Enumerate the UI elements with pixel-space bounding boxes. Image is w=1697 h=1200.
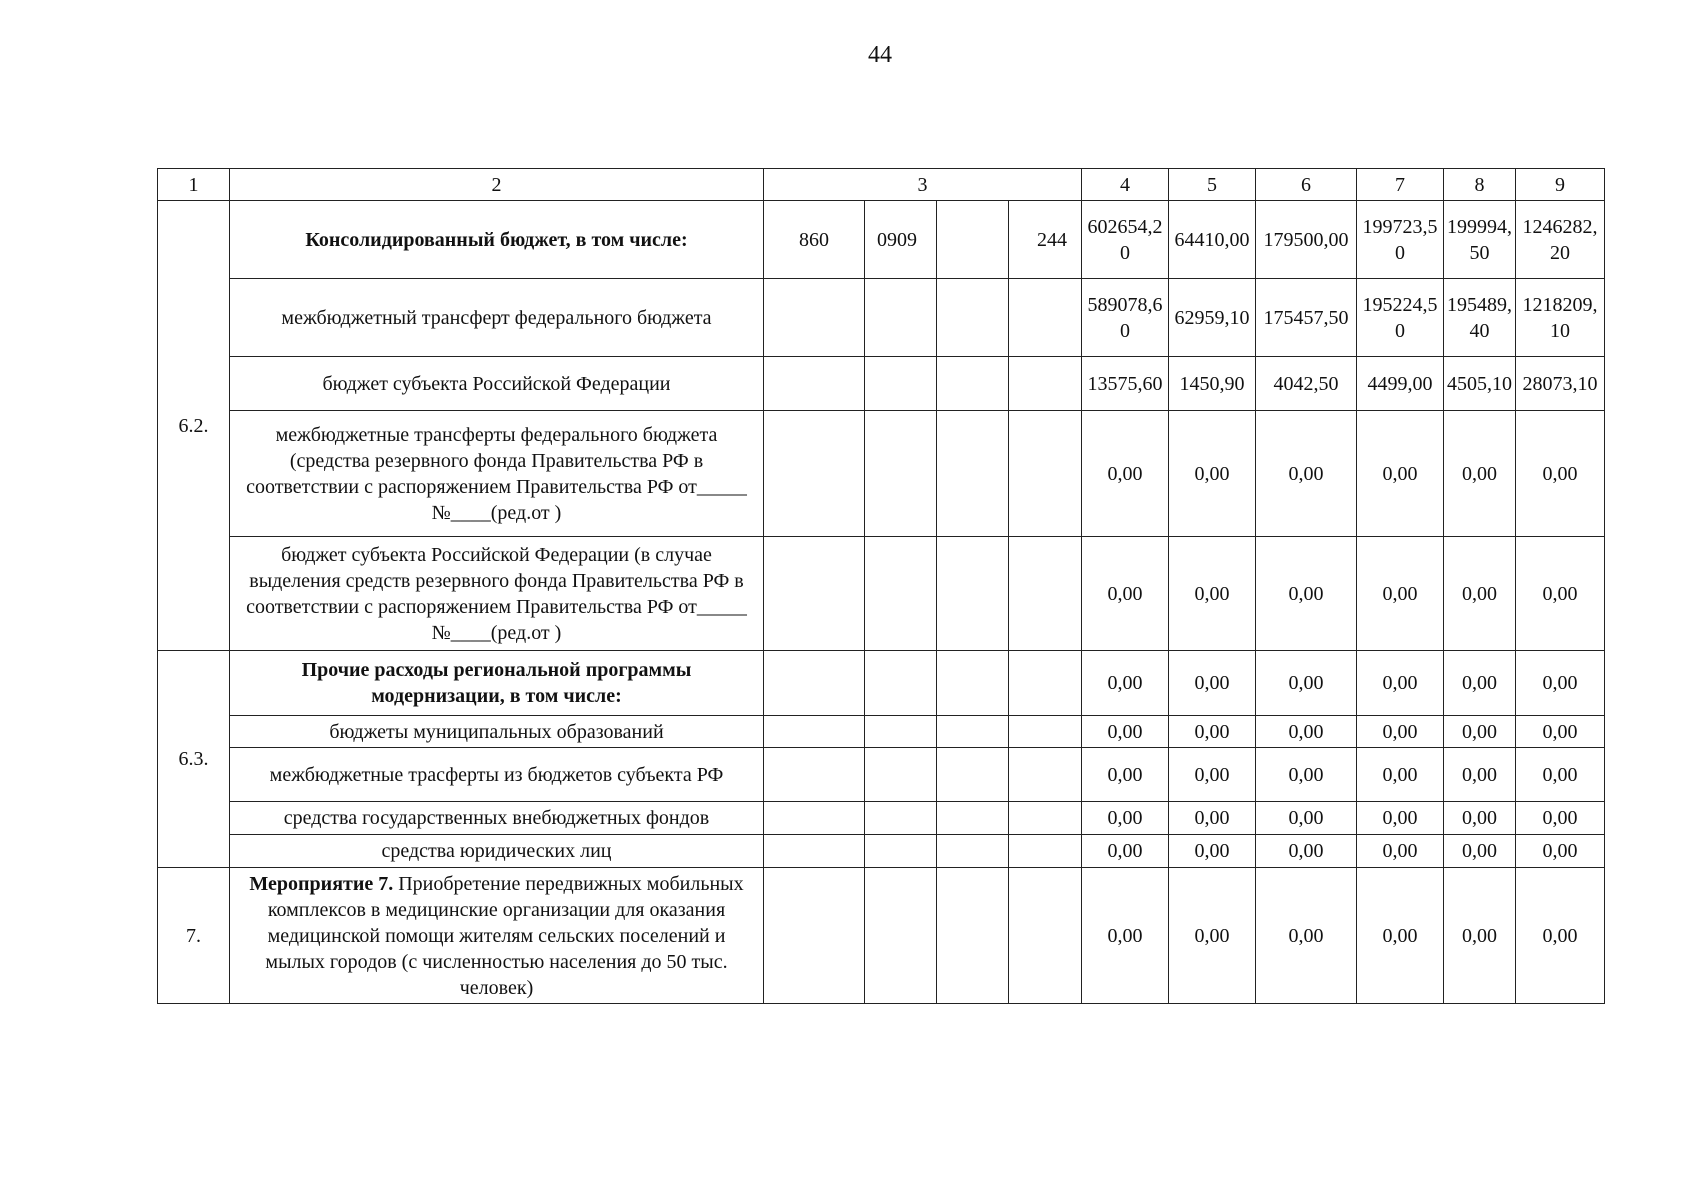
- value-cell: 0,00: [1444, 802, 1516, 835]
- value-cell: 1450,90: [1169, 357, 1256, 411]
- value-cell: 0,00: [1256, 411, 1357, 537]
- value-cell: 0,00: [1169, 748, 1256, 802]
- row-label: межбюджетные трансферты федерального бюджета (средства резервного фонда Правительства РФ в соответствии с распоряжением Правительства РФ от_____ №____(ред.от ): [230, 411, 764, 537]
- value-cell: 0,00: [1516, 651, 1605, 716]
- value-cell: 602654,20: [1082, 201, 1169, 279]
- row-label: [230, 868, 764, 1004]
- event-title: Мероприятие 7.: [249, 872, 394, 895]
- value-cell: 62959,10: [1169, 279, 1256, 357]
- value-cell: 0,00: [1516, 716, 1605, 748]
- code-cell: [1009, 835, 1082, 868]
- value-cell: 0,00: [1516, 748, 1605, 802]
- value-cell: 0,00: [1169, 651, 1256, 716]
- value-cell: 0,00: [1256, 868, 1357, 1004]
- code-cell: [764, 279, 865, 357]
- section-number: 6.3.: [158, 651, 230, 868]
- value-cell: 1218209,10: [1516, 279, 1605, 357]
- code-cell: 0909: [865, 201, 937, 279]
- header-col-3: 3: [764, 169, 1082, 201]
- header-col-8: 8: [1444, 169, 1516, 201]
- value-cell: 0,00: [1357, 835, 1444, 868]
- value-cell: 4505,10: [1444, 357, 1516, 411]
- code-cell: [764, 868, 865, 1004]
- code-cell: [865, 411, 937, 537]
- value-cell: 64410,00: [1169, 201, 1256, 279]
- code-cell: [937, 357, 1009, 411]
- code-cell: [937, 537, 1009, 651]
- row-label: бюджеты муниципальных образований: [230, 716, 764, 748]
- table-row: [158, 537, 1605, 651]
- value-cell: 0,00: [1082, 716, 1169, 748]
- code-cell: [764, 748, 865, 802]
- value-cell: 0,00: [1082, 748, 1169, 802]
- row-label: бюджет субъекта Российской Федерации (в случае выделения средств резервного фонда Правительства РФ в соответствии с распоряжением Правительства РФ от_____ №____(ред.от ): [230, 537, 764, 651]
- value-cell: 0,00: [1082, 802, 1169, 835]
- value-cell: 0,00: [1256, 651, 1357, 716]
- code-cell: [937, 868, 1009, 1004]
- code-cell: [865, 537, 937, 651]
- row-label: бюджет субъекта Российской Федерации: [230, 357, 764, 411]
- code-cell: [1009, 537, 1082, 651]
- value-cell: 0,00: [1444, 716, 1516, 748]
- value-cell: 0,00: [1169, 411, 1256, 537]
- value-cell: 1246282,20: [1516, 201, 1605, 279]
- value-cell: 0,00: [1082, 651, 1169, 716]
- header-col-4: 4: [1082, 169, 1169, 201]
- value-cell: 195489,40: [1444, 279, 1516, 357]
- value-cell: 175457,50: [1256, 279, 1357, 357]
- value-cell: 0,00: [1169, 716, 1256, 748]
- code-cell: [1009, 411, 1082, 537]
- value-cell: 0,00: [1357, 868, 1444, 1004]
- value-cell: 13575,60: [1082, 357, 1169, 411]
- value-cell: 199994,50: [1444, 201, 1516, 279]
- table-row: [158, 279, 1605, 357]
- code-cell: [865, 748, 937, 802]
- value-cell: 0,00: [1082, 537, 1169, 651]
- value-cell: 0,00: [1516, 411, 1605, 537]
- code-cell: [764, 716, 865, 748]
- table-row: [158, 357, 1605, 411]
- code-cell: [937, 802, 1009, 835]
- table-row: [158, 802, 1605, 835]
- code-cell: [865, 716, 937, 748]
- budget-table: [157, 168, 1605, 1004]
- table-row: [158, 748, 1605, 802]
- code-cell: [764, 802, 865, 835]
- value-cell: 0,00: [1169, 802, 1256, 835]
- row-label: межбюджетный трансферт федерального бюджета: [230, 279, 764, 357]
- header-col-5: 5: [1169, 169, 1256, 201]
- code-cell: [764, 537, 865, 651]
- value-cell: 199723,50: [1357, 201, 1444, 279]
- code-cell: [937, 835, 1009, 868]
- code-cell: [865, 357, 937, 411]
- value-cell: 0,00: [1357, 716, 1444, 748]
- value-cell: 0,00: [1516, 868, 1605, 1004]
- row-label: средства юридических лиц: [230, 835, 764, 868]
- table-row: [158, 716, 1605, 748]
- code-cell: [1009, 357, 1082, 411]
- code-cell: [937, 748, 1009, 802]
- code-cell: [764, 357, 865, 411]
- header-col-1: 1: [158, 169, 230, 201]
- value-cell: 195224,50: [1357, 279, 1444, 357]
- code-cell: [865, 868, 937, 1004]
- section-number: 6.2.: [158, 201, 230, 651]
- section-number: 7.: [158, 868, 230, 1004]
- code-cell: [764, 411, 865, 537]
- value-cell: 4042,50: [1256, 357, 1357, 411]
- value-cell: 0,00: [1444, 537, 1516, 651]
- code-cell: [865, 279, 937, 357]
- code-cell: [1009, 868, 1082, 1004]
- row-label: Консолидированный бюджет, в том числе:: [230, 201, 764, 279]
- code-cell: [764, 835, 865, 868]
- value-cell: 0,00: [1444, 651, 1516, 716]
- row-label: Прочие расходы региональной программы модернизации, в том числе:: [230, 651, 764, 716]
- value-cell: 0,00: [1256, 537, 1357, 651]
- value-cell: 589078,60: [1082, 279, 1169, 357]
- value-cell: 0,00: [1169, 868, 1256, 1004]
- value-cell: 0,00: [1082, 411, 1169, 537]
- value-cell: 0,00: [1256, 802, 1357, 835]
- value-cell: 0,00: [1357, 537, 1444, 651]
- code-cell: [1009, 748, 1082, 802]
- value-cell: 0,00: [1082, 868, 1169, 1004]
- value-cell: 0,00: [1444, 868, 1516, 1004]
- value-cell: 0,00: [1444, 835, 1516, 868]
- code-cell: [1009, 716, 1082, 748]
- header-col-7: 7: [1357, 169, 1444, 201]
- value-cell: 0,00: [1169, 537, 1256, 651]
- code-cell: [937, 201, 1009, 279]
- code-cell: [1009, 802, 1082, 835]
- value-cell: 0,00: [1169, 835, 1256, 868]
- code-cell: 860: [764, 201, 865, 279]
- table-row: [158, 201, 1605, 279]
- header-col-9: 9: [1516, 169, 1605, 201]
- value-cell: 28073,10: [1516, 357, 1605, 411]
- table-row: [158, 411, 1605, 537]
- row-label: межбюджетные трасферты из бюджетов субъекта РФ: [230, 748, 764, 802]
- code-cell: [1009, 651, 1082, 716]
- code-cell: [764, 651, 865, 716]
- value-cell: 0,00: [1444, 411, 1516, 537]
- code-cell: [865, 651, 937, 716]
- value-cell: 0,00: [1256, 835, 1357, 868]
- value-cell: 0,00: [1357, 748, 1444, 802]
- row-label: средства государственных внебюджетных фондов: [230, 802, 764, 835]
- page-number: 44: [868, 42, 892, 68]
- event-description: Приобретение передвижных мобильных комплексов в медицинские организации для оказания медицинской помощи жителям сельских поселений и мылых городов (с численностью населения до 50 тыс. человек): [265, 872, 744, 999]
- value-cell: 0,00: [1256, 748, 1357, 802]
- value-cell: 0,00: [1256, 716, 1357, 748]
- table-row: [158, 835, 1605, 868]
- header-row: [158, 169, 1605, 201]
- table-row: [158, 651, 1605, 716]
- value-cell: 4499,00: [1357, 357, 1444, 411]
- value-cell: 0,00: [1082, 835, 1169, 868]
- value-cell: 0,00: [1516, 835, 1605, 868]
- value-cell: 0,00: [1516, 537, 1605, 651]
- code-cell: [937, 279, 1009, 357]
- header-col-2: 2: [230, 169, 764, 201]
- code-cell: [865, 835, 937, 868]
- code-cell: [1009, 279, 1082, 357]
- value-cell: 0,00: [1357, 411, 1444, 537]
- value-cell: 0,00: [1516, 802, 1605, 835]
- code-cell: [937, 411, 1009, 537]
- value-cell: 179500,00: [1256, 201, 1357, 279]
- table-row: [158, 868, 1605, 1004]
- code-cell: 244: [1009, 201, 1082, 279]
- code-cell: [865, 802, 937, 835]
- value-cell: 0,00: [1357, 802, 1444, 835]
- code-cell: [937, 651, 1009, 716]
- value-cell: 0,00: [1444, 748, 1516, 802]
- value-cell: 0,00: [1357, 651, 1444, 716]
- header-col-6: 6: [1256, 169, 1357, 201]
- code-cell: [937, 716, 1009, 748]
